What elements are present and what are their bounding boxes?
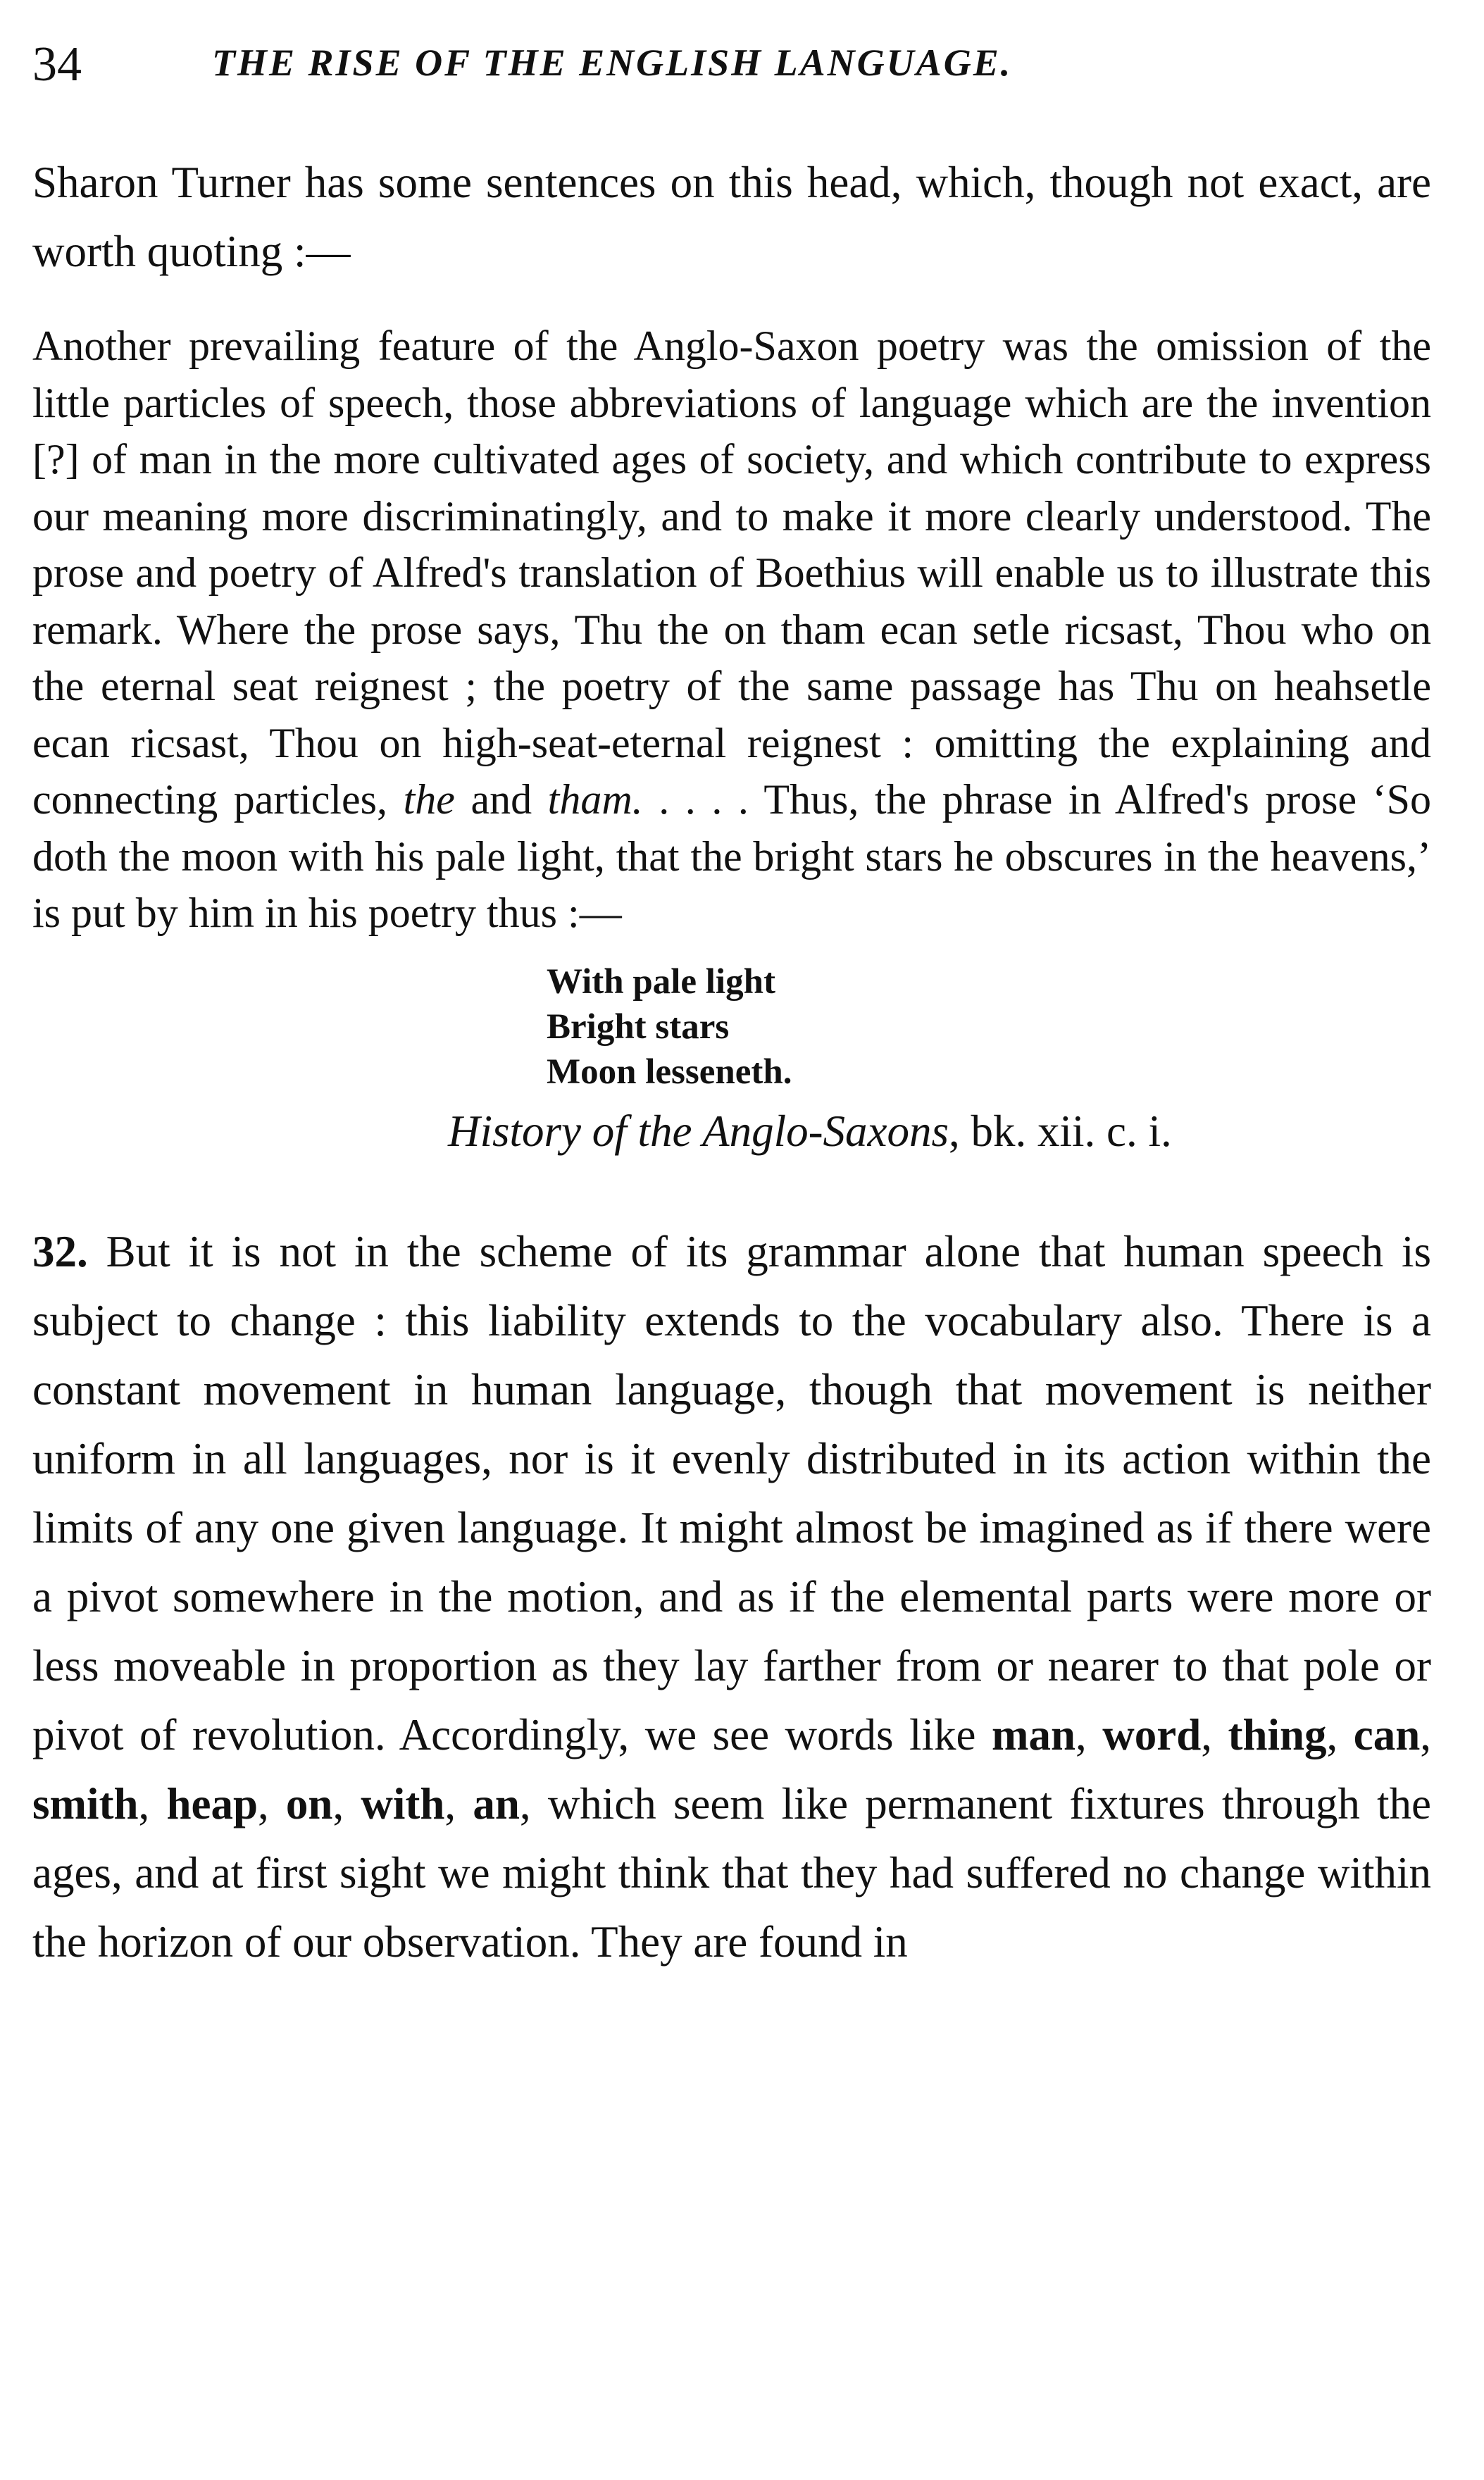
- section-text-after: , which seem like permanent fixtures through the ages, and at first sight we might think that they had suffered no change within the horizon of our observation. They are found in: [32, 1778, 1431, 1967]
- citation: [448, 1102, 1431, 1161]
- intro-paragraph: Sharon Turner has some sentences on this head, which, though not exact, are worth quoting :—: [32, 158, 1431, 276]
- bold-word: thing: [1228, 1709, 1327, 1759]
- quote-text-part1: Another prevailing feature of the Anglo-Saxon poetry was the omission of the little particles of speech, those abbreviations of language which are the invention [?] of man in the more cultivated ages of society, and which contribute to express our meaning more discriminatingly, and to make it more clearly understood. The prose and poetry of Alfred's translation of Boethius will enable us to illustrate this remark. Where the prose says, Thu the on tham ecan setle ricsast, Thou who on the eternal seat reignest ; the poetry of the same passage has Thu on heahsetle ecan ricsast, Thou on high-seat-eternal reignest : omitting the explaining and connecting particles,: [32, 323, 1431, 823]
- bold-word: man: [991, 1709, 1075, 1759]
- running-head: [32, 28, 1431, 106]
- bold-word: heap: [166, 1778, 258, 1828]
- quote-text-part2: . . . . Thus, the phrase in Alfred's prose ‘So doth the moon with his pale light, that the bright stars he obscures in the heavens,’ is put by him in his poetry thus :—: [32, 776, 1432, 936]
- bold-word: with: [361, 1778, 445, 1828]
- section-32-paragraph: 32. But it is not in the scheme of its grammar alone that human speech is subject to change : this liability extends to the vocabulary also. There is a constant movement in human language, though that movement is neither uniform in all languages, nor is it evenly distributed in its action within the limits of any one given language. It might almost be imagined as if there were a pivot somewhere in the motion, and as if the elemental parts were more or less moveable in proportion as they lay farther from or nearer to that pole or pivot of revolution. Accordingly, we see words like man, word, thing, can, smith, heap, on, with, an, which seem like permanent fixtures through the ages, and at first sight we might think that they had suffered no change within the horizon of our observation. They are found in: [32, 1226, 1432, 1967]
- citation-reference: , bk. xii. c. i.: [949, 1106, 1172, 1156]
- quote-and: and: [470, 776, 532, 823]
- bold-word: on: [285, 1778, 333, 1828]
- verse-line: With pale light: [547, 961, 775, 1002]
- bold-word: smith: [32, 1778, 139, 1828]
- bold-word: can: [1353, 1709, 1421, 1759]
- verse-line: Moon lesseneth.: [547, 1052, 792, 1092]
- verse-block: [547, 959, 1431, 1095]
- section-number: 32.: [32, 1226, 88, 1276]
- quote-italic-tham: tham.: [547, 776, 643, 823]
- citation-work: History of the Anglo-Saxons: [448, 1106, 949, 1156]
- page-number: 34: [32, 37, 82, 92]
- block-quote: [32, 318, 1431, 942]
- book-page: [32, 28, 1431, 1976]
- bold-word: word: [1102, 1709, 1202, 1759]
- quote-italic-the: the: [403, 776, 455, 823]
- section-text-before: But it is not in the scheme of its grammar alone that human speech is subject to change : this liability extends to the vocabulary also. There is a constant movement in human language, though that movement is neither uniform in all languages, nor is it evenly distributed in its action within the limits of any one given language. It might almost be imagined as if there were a pivot somewhere in the motion, and as if the elemental parts were more or less moveable in proportion as they lay farther from or nearer to that pole or pivot of revolution. Accordingly, we see words like: [32, 1226, 1432, 1759]
- bold-word: an: [473, 1778, 520, 1828]
- quote-paragraph: [32, 318, 1431, 942]
- running-title: THE RISE OF THE ENGLISH LANGUAGE.: [212, 42, 1013, 84]
- verse-line: Bright stars: [547, 1007, 730, 1047]
